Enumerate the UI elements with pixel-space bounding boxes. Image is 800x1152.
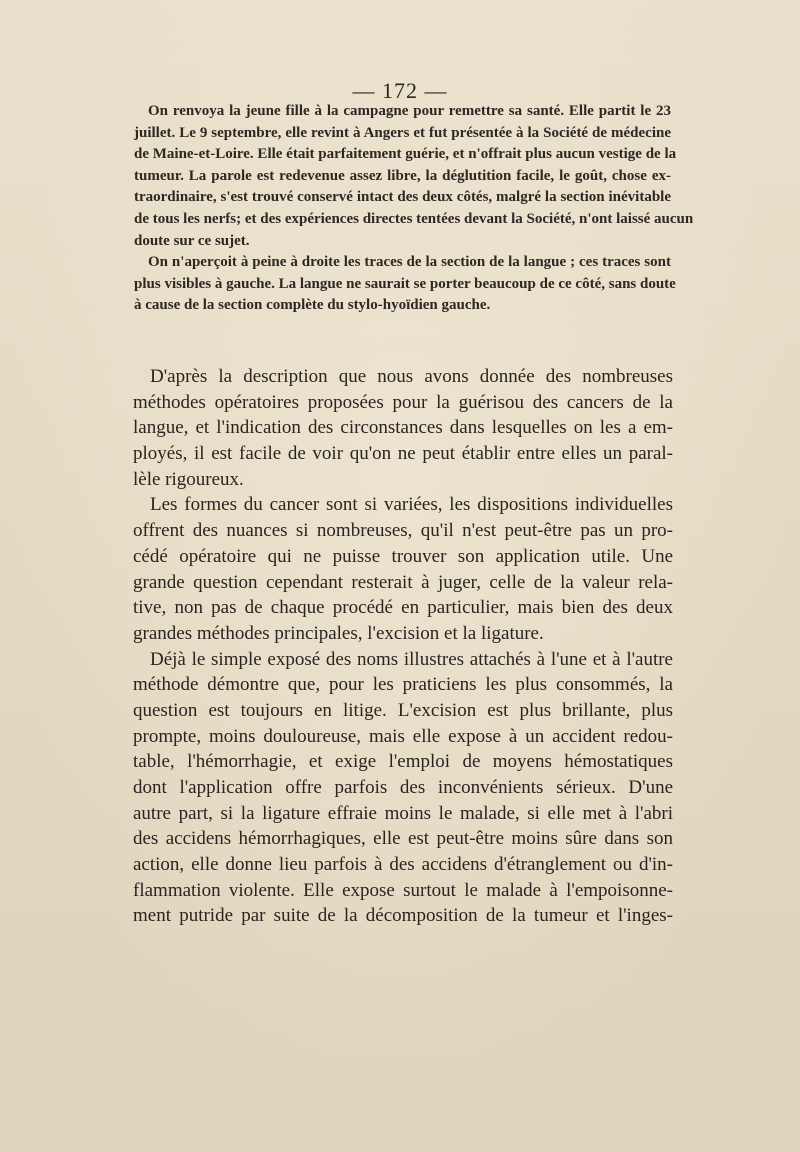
text-line: plus visibles à gauche. La langue ne saurait se porter beaucoup de ce côté, sans doute	[134, 275, 676, 292]
text-line: des accidens hémorrhagiques, elle est peut-être moins sûre dans son	[133, 828, 673, 850]
text-line: offrent des nuances si nombreuses, qu'il n'est peut-être pas un pro-	[133, 520, 673, 542]
text-line: ployés, il est facile de voir qu'on ne peut établir entre elles un paral-	[133, 443, 673, 465]
text-line: question est toujours en litige. L'excision est plus brillante, plus	[133, 699, 673, 721]
text-line: autre part, si la ligature effraie moins le malade, si elle met à l'abri	[133, 802, 673, 824]
text-line: flammation violente. Elle expose surtout le malade à l'empoisonne-	[133, 879, 673, 901]
text-line: On n'aperçoit à peine à droite les traces de la section de la langue ; ces traces sont	[148, 254, 671, 271]
text-line: cédé opératoire qui ne puisse trouver son application utile. Une	[133, 545, 673, 567]
main-paragraph-3	[133, 647, 673, 930]
text-line: tumeur. La parole est redevenue assez libre, la déglutition facile, le goût, chose ex-	[134, 167, 671, 184]
case-report-paragraph-2	[134, 252, 676, 317]
text-line: méthode démontre que, pour les praticiens les plus consommés, la	[133, 674, 673, 696]
text-line: traordinaire, s'est trouvé conservé intact des deux côtés, malgré la section inévitable	[134, 189, 671, 206]
text-line: table, l'hémorrhagie, et exige l'emploi de moyens hémostatiques	[133, 751, 673, 773]
text-line: méthodes opératoires proposées pour la guérisou des cancers de la	[133, 391, 673, 413]
text-line: On renvoya la jeune fille à la campagne pour remettre sa santé. Elle partit le 23	[148, 103, 671, 119]
text-line: action, elle donne lieu parfois à des accidens d'étranglement ou d'in-	[133, 854, 673, 876]
text-line: ment putride par suite de la décomposition de la tumeur et l'inges-	[133, 905, 673, 927]
text-line: de Maine-et-Loire. Elle était parfaitement guérie, et n'offrait plus aucun vestige de la	[134, 146, 677, 163]
text-line: juillet. Le 9 septembre, elle revint à Angers et fut présentée à la Société de médecine	[134, 124, 671, 141]
text-line: de tous les nerfs; et des expériences directes tentées devant la Société, n'ont laissé aucun	[134, 210, 694, 227]
case-report-text	[134, 101, 694, 317]
text-line: grande question cependant resterait à juger, celle de la valeur rela-	[133, 571, 673, 593]
text-line: doute sur ce sujet.	[134, 232, 250, 249]
main-text	[133, 364, 673, 929]
page-number: — 172 —	[352, 78, 448, 103]
text-line: Déjà le simple exposé des noms illustres attachés à l'une et à l'autre	[150, 648, 673, 670]
main-paragraph-2	[133, 492, 673, 646]
text-line: D'après la description que nous avons donnée des nombreuses	[150, 366, 673, 387]
text-line: langue, et l'indication des circonstances dans lesquelles on les a em-	[133, 417, 673, 439]
text-line: tive, non pas de chaque procédé en particulier, mais bien des deux	[133, 597, 673, 619]
text-line: grandes méthodes principales, l'excision et la ligature.	[133, 622, 544, 644]
text-line: dont l'application offre parfois des inconvénients sérieux. D'une	[133, 777, 673, 798]
text-line: à cause de la section complète du stylo-hyoïdien gauche.	[134, 297, 491, 314]
case-report-paragraph-1	[134, 101, 694, 252]
text-line: lèle rigoureux.	[133, 468, 244, 490]
text-line: Les formes du cancer sont si variées, les dispositions individuelles	[150, 494, 673, 516]
text-line: prompte, moins douloureuse, mais elle expose à un accident redou-	[133, 725, 673, 747]
main-paragraph-1	[133, 364, 673, 492]
